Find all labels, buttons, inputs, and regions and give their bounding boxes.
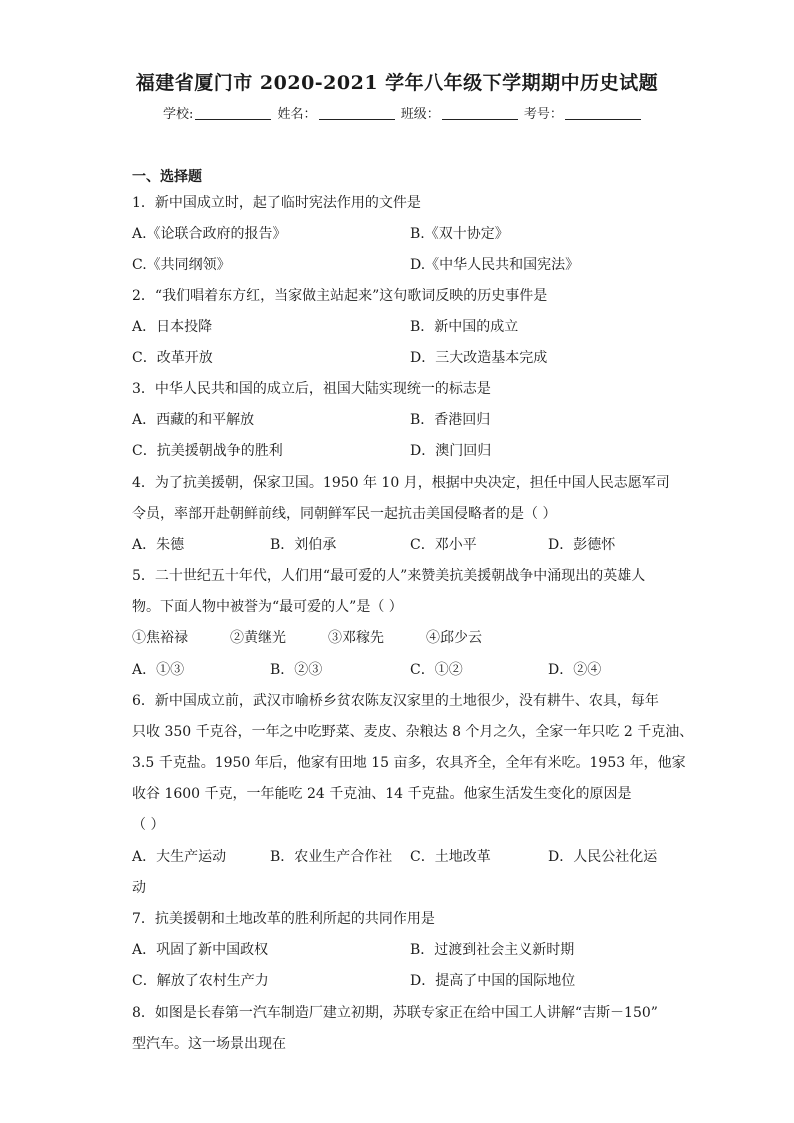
question-3-option-c: C．抗美援朝战争的胜利: [132, 443, 283, 459]
question-6-stem-line-4: 收谷 1600 千克，一年能吃 24 千克油、14 千克盐。他家生活发生变化的原因是: [132, 786, 632, 802]
question-5-option-a: A．①③: [132, 662, 185, 678]
question-4-option-c: C．邓小平: [410, 537, 477, 553]
question-1-option-a: A.《论联合政府的报告》: [132, 226, 287, 242]
question-5-stem-line-2: 物。下面人物中被誉为“最可爱的人”是（ ）: [132, 599, 403, 615]
question-1-option-c: C.《共同纲领》: [132, 257, 231, 273]
question-6-option-b: B．农业生产合作社: [270, 849, 393, 865]
question-2-option-a: A．日本投降: [132, 319, 213, 335]
question-6-stem-line-1: 6．新中国成立前，武汉市喻桥乡贫农陈友汉家里的土地很少，没有耕牛、农具，每年: [132, 693, 659, 709]
question-4-option-d: D．彭德怀: [548, 537, 616, 553]
question-7-option-b: B．过渡到社会主义新时期: [410, 942, 575, 958]
question-5-item-3: ③邓稼先: [328, 630, 384, 646]
question-3-option-b: B．香港回归: [410, 412, 491, 428]
question-5-option-b: B．②③: [270, 662, 323, 678]
class-label: 班级：: [400, 107, 440, 122]
name-blank[interactable]: [319, 107, 395, 120]
school-label: 学校:: [163, 107, 194, 122]
student-info-line: [163, 103, 643, 122]
question-5-item-4: ④邱少云: [426, 630, 482, 646]
exam-number-label: 考号：: [523, 107, 563, 122]
question-7-option-a: A．巩固了新中国政权: [132, 942, 269, 958]
question-2-option-b: B．新中国的成立: [410, 319, 519, 335]
school-blank[interactable]: [195, 107, 271, 120]
name-label: 姓名：: [277, 107, 317, 122]
question-6-option-c: C．土地改革: [410, 849, 491, 865]
question-5-option-d: D．②④: [548, 662, 602, 678]
question-8-stem-line-1: 8．如图是长春第一汽车制造厂建立初期，苏联专家正在给中国工人讲解“吉斯－150”: [132, 1005, 658, 1021]
question-2-option-d: D．三大改造基本完成: [410, 350, 548, 366]
question-5-stem-line-1: 5．二十世纪五十年代，人们用“最可爱的人”来赞美抗美援朝战争中涌现出的英雄人: [132, 568, 646, 584]
question-5-item-1: ①焦裕禄: [132, 630, 188, 646]
question-6-stem-line-3: 3.5 千克盐。1950 年后，他家有田地 15 亩多，农具齐全，全年有米吃。1953 年，他家: [132, 755, 686, 771]
question-4-option-a: A．朱德: [132, 537, 185, 553]
question-6-stem-line-2: 只收 350 千克谷，一年之中吃野菜、麦皮、杂粮达 8 个月之久，全家一年只吃 2 千克油、: [132, 724, 694, 740]
question-7-option-d: D．提高了中国的国际地位: [410, 973, 576, 989]
question-2-option-c: C．改革开放: [132, 350, 213, 366]
question-3-stem: 3．中华人民共和国的成立后，祖国大陆实现统一的标志是: [132, 381, 491, 397]
question-6-option-d: D．人民公社化运: [548, 849, 658, 865]
question-2-stem: 2．“我们唱着东方红，当家做主站起来”这句歌词反映的历史事件是: [132, 288, 548, 304]
question-4-stem-line-2: 令员，率部开赴朝鲜前线，同朝鲜军民一起抗击美国侵略者的是（ ）: [132, 506, 557, 522]
question-7-option-c: C．解放了农村生产力: [132, 973, 269, 989]
question-5-item-2: ②黄继光: [230, 630, 286, 646]
question-6-option-d-continuation: 动: [132, 880, 146, 896]
question-4-option-b: B．刘伯承: [270, 537, 337, 553]
class-blank[interactable]: [442, 107, 518, 120]
section-heading: 一、选择题: [132, 169, 202, 185]
page-title: 福建省厦门市 2020-2021 学年八年级下学期期中历史试题: [135, 72, 659, 94]
question-7-stem: 7．抗美援朝和土地改革的胜利所起的共同作用是: [132, 911, 435, 927]
question-6-answer-paren: （ ）: [132, 817, 165, 833]
exam-number-blank[interactable]: [565, 107, 641, 120]
question-3-option-a: A．西藏的和平解放: [132, 412, 255, 428]
question-6-option-a: A．大生产运动: [132, 849, 227, 865]
question-1-option-d: D.《中华人民共和国宪法》: [410, 257, 580, 273]
question-8-stem-line-2: 型汽车。这一场景出现在: [132, 1036, 286, 1052]
question-5-option-c: C．①②: [410, 662, 463, 678]
question-4-stem-line-1: 4．为了抗美援朝，保家卫国。1950 年 10 月，根据中央决定，担任中国人民志愿军司: [132, 475, 670, 491]
question-3-option-d: D．澳门回归: [410, 443, 492, 459]
question-1-stem: 1．新中国成立时，起了临时宪法作用的文件是: [132, 195, 421, 211]
question-1-option-b: B.《双十协定》: [410, 226, 509, 242]
